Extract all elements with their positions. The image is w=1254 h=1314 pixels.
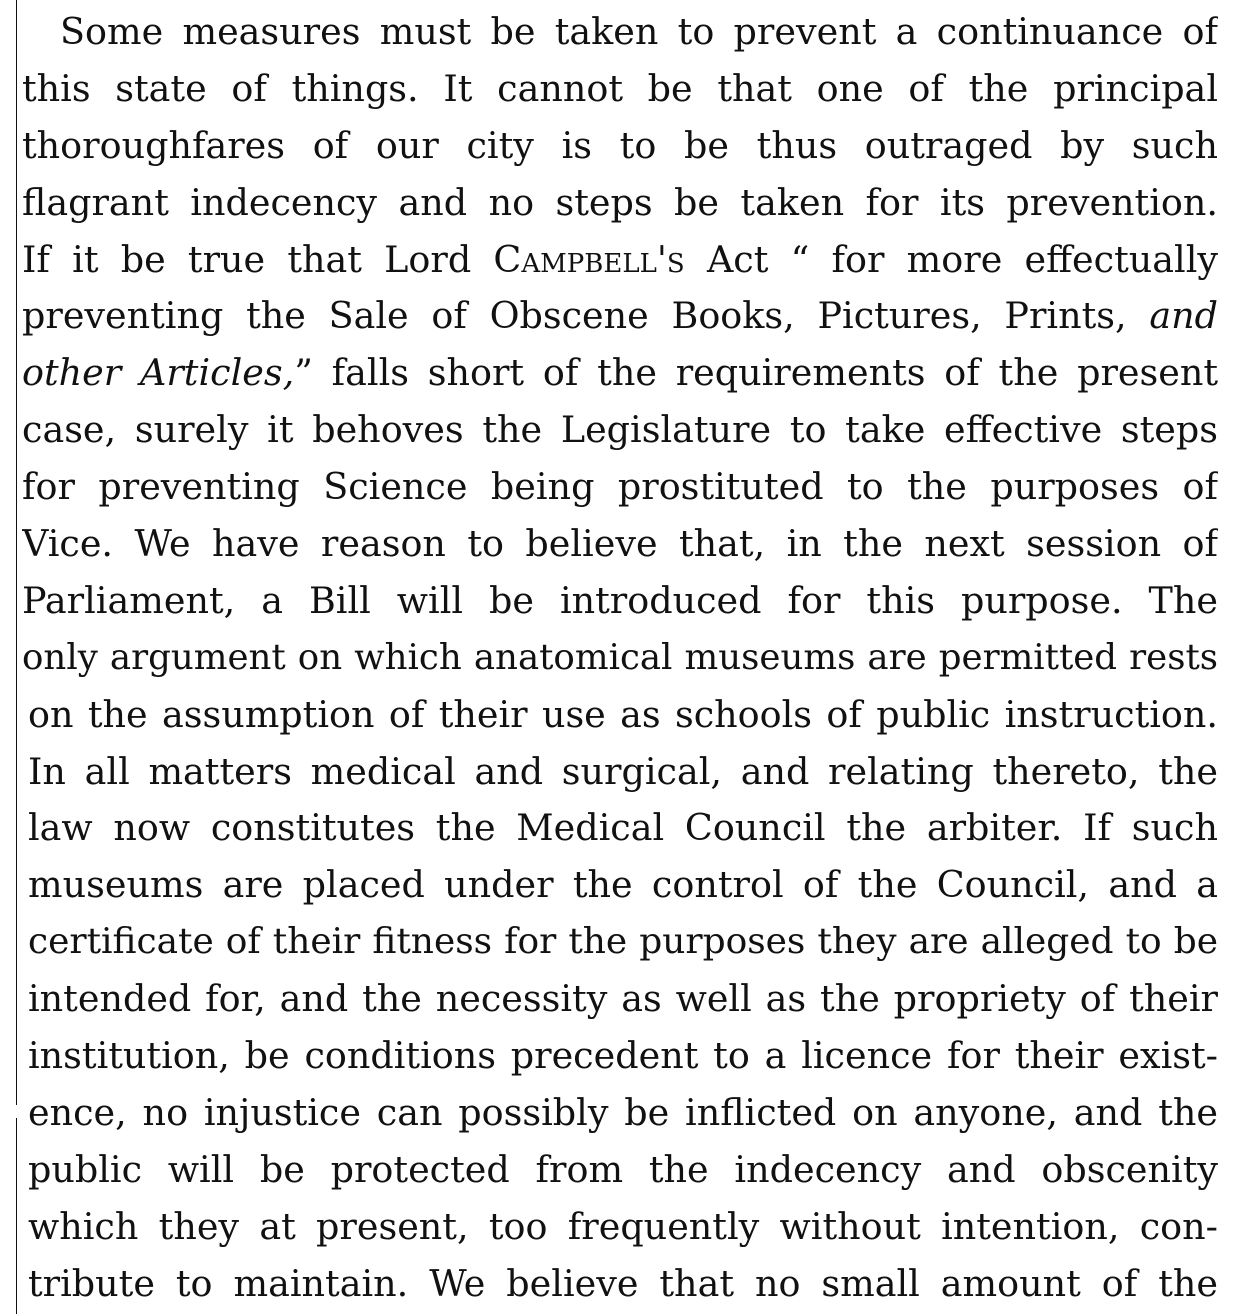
text-line: intended for, and the necessity as well as the propriety of their <box>28 977 1218 1021</box>
text-line <box>22 288 1218 345</box>
text-line: for preventing Science being prostituted to the purposes of <box>22 465 1218 509</box>
article-text <box>22 4 1218 1312</box>
text-line: thoroughfares of our city is to be thus outraged by such <box>22 123 1218 167</box>
text-line: on the assumption of their use as schools of public instruction. <box>28 692 1218 736</box>
text-line: institution, be conditions precedent to a licence for their exist- <box>28 1034 1218 1078</box>
text-line: which they at present, too frequently without intention, con- <box>28 1204 1218 1248</box>
margin-rule <box>16 0 17 1105</box>
text-line: Some measures must be taken to prevent a continuance of <box>60 10 1218 53</box>
text-run: Act “ for more effectually <box>684 237 1218 281</box>
margin-rule <box>16 1118 17 1314</box>
text-line: museums are placed under the control of the Council, and a <box>28 863 1218 907</box>
text-line: public will be protected from the indecency and obscenity <box>28 1147 1218 1191</box>
text-line: ence, no injustice can possibly be inflicted on anyone, and the <box>28 1090 1218 1134</box>
text-line: In all matters medical and surgical, and relating thereto, the <box>28 749 1218 793</box>
text-line: only argument on which anatomical museums are permitted rests <box>22 636 1218 678</box>
name-smallcaps: Campbell's <box>493 237 685 281</box>
text-line: certificate of their fitness for the purposes they are alleged to be <box>28 921 1218 963</box>
text-run: preventing the Sale of Obscene Books, Pictures, Prints, <box>22 294 1150 338</box>
text-line <box>22 232 1218 289</box>
text-run: ” falls short of the requirements of the present <box>294 351 1218 395</box>
text-line: Parliament, a Bill will be introduced for this purpose. The <box>22 578 1218 622</box>
text-line: flagrant indecency and no steps be taken for its prevention. <box>22 180 1218 224</box>
text-line: Vice. We have reason to believe that, in the next session of <box>22 522 1218 566</box>
italic-run: and <box>1149 294 1218 338</box>
italic-run: other Articles, <box>22 351 295 395</box>
text-line: tribute to maintain. We believe that no small amount of the <box>28 1261 1218 1305</box>
text-run: If it be true that Lord <box>22 237 494 281</box>
text-line: law now constitutes the Medical Council the arbiter. If such <box>28 806 1218 850</box>
text-line: this state of things. It cannot be that one of the principal <box>22 66 1218 110</box>
text-line <box>22 345 1218 402</box>
text-line: case, surely it behoves the Legislature to take effective steps <box>22 408 1218 452</box>
